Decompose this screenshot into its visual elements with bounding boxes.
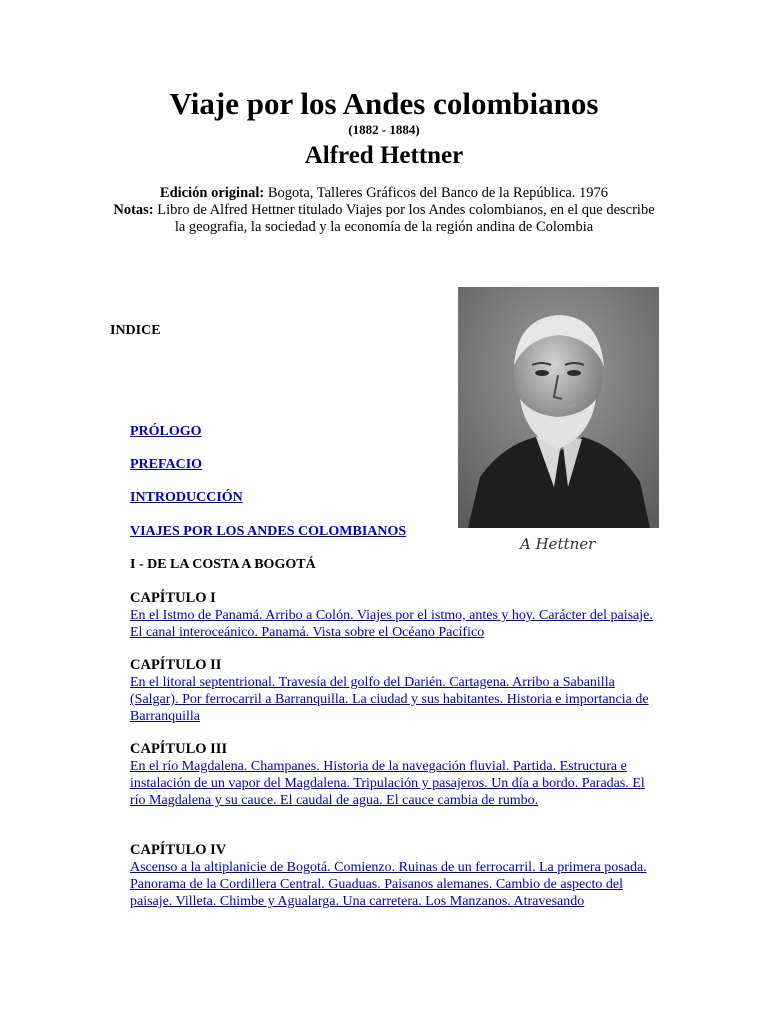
edition-line bbox=[110, 185, 658, 202]
edition-value: Bogota, Talleres Gráficos del Banco de la República. 1976 bbox=[264, 185, 609, 201]
part-heading: I - DE LA COSTA A BOGOTÁ bbox=[130, 557, 316, 572]
toc-item-prefacio[interactable] bbox=[130, 456, 202, 473]
portrait-signature: A Hettner bbox=[520, 535, 596, 553]
chapter-link[interactable]: Ascenso a la altiplanicie de Bogotá. Comienzo. Ruinas de un ferrocarril. La primera posada. Panorama de la Cordillera Central. Guaduas. Paisanos alemanes. Cambio de aspecto del paisaje. Villeta. Chimbe y Agualarga. Una carretera. Los Manzanos. Atravesando bbox=[130, 860, 647, 909]
chapter-entry bbox=[130, 657, 660, 725]
chapter-link[interactable]: En el litoral septentrional. Travesía del golfo del Darién. Cartagena. Arribo a Sabanilla (Salgar). Por ferrocarril a Barranquilla. La ciudad y sus habitantes. Historia e importancia de Barranquilla bbox=[130, 675, 649, 724]
page-title: Viaje por los Andes colombianos bbox=[169, 86, 599, 121]
portrait-image bbox=[458, 287, 659, 555]
chapter-link[interactable]: En el Istmo de Panamá. Arribo a Colón. Viajes por el istmo, antes y hoy. Carácter del paisaje. El canal interoceánico. Panamá. Vista sobre el Océano Pacífico bbox=[130, 608, 653, 640]
toc-link-prologo[interactable]: PRÓLOGO bbox=[130, 424, 202, 439]
chapter-heading: CAPÍTULO I bbox=[130, 590, 216, 606]
chapter-heading: CAPÍTULO IV bbox=[130, 842, 227, 858]
date-range: (1882 - 1884) bbox=[348, 122, 420, 137]
notes-value: Libro de Alfred Hettner titulado Viajes por los Andes colombianos, en el que describe la geografia, la sociedad y la economía de la región andina de Colombia bbox=[153, 202, 655, 235]
chapter-entry bbox=[130, 741, 660, 809]
chapter-entry bbox=[130, 842, 660, 910]
chapter-link[interactable]: En el río Magdalena. Champanes. Historia de la navegación fluvial. Partida. Estructura e instalación de un vapor del Magdalena. Tripulación y pasajeros. Un día a bordo. Paradas. El río Magdalena y su cauce. El caudal de agua. El cauce cambia de rumbo. bbox=[130, 759, 645, 808]
author-portrait bbox=[458, 287, 659, 555]
toc-link-viajes[interactable]: VIAJES POR LOS ANDES COLOMBIANOS bbox=[130, 524, 407, 539]
chapter-entry bbox=[130, 590, 660, 641]
toc-link-introduccion[interactable]: INTRODUCCIÓN bbox=[130, 490, 243, 505]
chapter-heading: CAPÍTULO II bbox=[130, 657, 222, 673]
toc-item-introduccion[interactable] bbox=[130, 489, 243, 506]
chapter-heading: CAPÍTULO III bbox=[130, 741, 228, 757]
author-name: Alfred Hettner bbox=[304, 142, 464, 169]
notes-label: Notas: bbox=[113, 202, 154, 218]
toc-item-viajes[interactable] bbox=[130, 523, 406, 540]
edition-label: Edición original: bbox=[159, 185, 265, 201]
edition-notes-block bbox=[110, 185, 658, 236]
indice-heading: INDICE bbox=[110, 323, 161, 338]
toc-link-prefacio[interactable]: PREFACIO bbox=[130, 457, 203, 472]
toc-item-prologo[interactable] bbox=[130, 423, 202, 440]
notes-line bbox=[110, 202, 658, 236]
